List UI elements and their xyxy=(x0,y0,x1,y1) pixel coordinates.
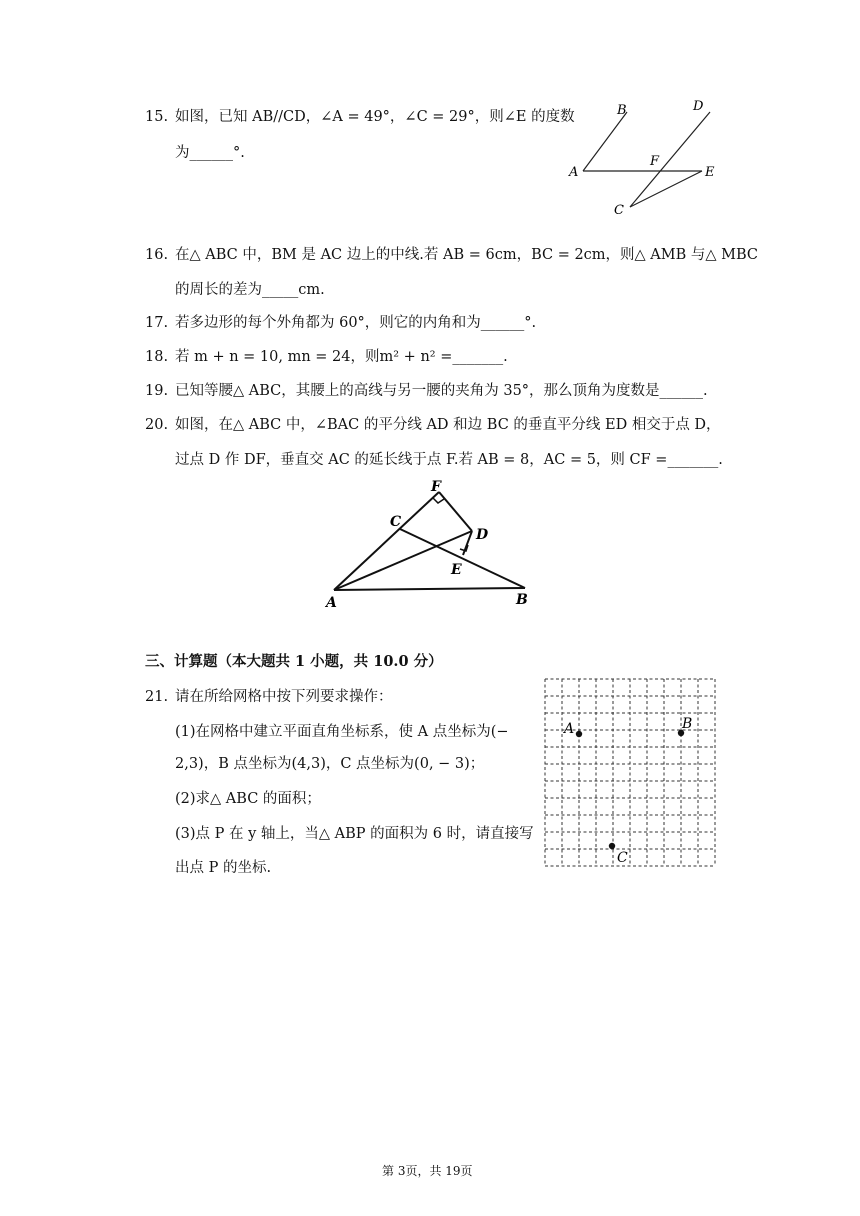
q16-number: 16. xyxy=(145,247,169,263)
q21-text-line6: 出点 P 的坐标. xyxy=(175,860,272,876)
page-footer: 第 3页，共 19页 xyxy=(382,1164,473,1178)
q15-label-f: F xyxy=(650,154,660,169)
q15-text-line1: 如图，已知 AB//CD，∠A = 49°，∠C = 29°，则∠E 的度数 xyxy=(175,109,575,125)
q16-text-line1: 在△ ABC 中，BM 是 AC 边上的中线.若 AB = 6cm，BC = 2cm，则△ AMB 与△ MBC xyxy=(175,247,759,263)
q15-label-c: C xyxy=(614,203,624,218)
q19-text: 已知等腰△ ABC，其腰上的高线与另一腰的夹角为 35°，那么顶角为度数是______. xyxy=(175,383,708,399)
section3-title: 三、计算题（本大题共 1 小题，共 10.0 分） xyxy=(145,653,443,670)
q20-number: 20. xyxy=(145,417,169,433)
q20-figure xyxy=(320,478,540,613)
grid-label-c: C xyxy=(617,850,628,866)
point-c xyxy=(609,843,615,849)
q15-figure xyxy=(560,92,730,222)
q21-text-line2: (1)在网格中建立平面直角坐标系，使 A 点坐标为(− xyxy=(175,724,509,740)
q20-text-line1: 如图，在△ ABC 中，∠BAC 的平分线 AD 和边 BC 的垂直平分线 ED 相交于点 D， xyxy=(175,417,721,433)
grid-label-b: B xyxy=(682,716,693,732)
q15-label-b: B xyxy=(617,103,627,118)
q18-number: 18. xyxy=(145,349,169,365)
q21-number: 21. xyxy=(145,689,169,705)
q20-label-a: A xyxy=(326,595,337,611)
point-a xyxy=(576,731,582,737)
q20-label-f: F xyxy=(431,479,441,495)
q20-label-c: C xyxy=(390,514,402,530)
q16-text-line2: 的周长的差为_____cm. xyxy=(175,282,325,298)
q21-text-line3: 2,3)，B 点坐标为(4,3)，C 点坐标为(0, − 3)； xyxy=(175,756,485,772)
q20-label-e: E xyxy=(451,562,462,578)
q15-label-e: E xyxy=(705,165,715,180)
grid-label-a: A xyxy=(564,721,575,737)
q21-text-line1: 请在所给网格中按下列要求操作： xyxy=(175,689,393,705)
q21-text-line5: (3)点 P 在 y 轴上，当△ ABP 的面积为 6 时，请直接写 xyxy=(175,826,534,842)
q21-grid xyxy=(540,675,720,870)
q18-text: 若 m + n = 10, mn = 24，则m² + n² =_______. xyxy=(175,349,508,365)
q15-number: 15. xyxy=(145,109,169,125)
q21-text-line4: (2)求△ ABC 的面积； xyxy=(175,791,321,807)
q20-label-b: B xyxy=(516,592,528,608)
q20-text-line2: 过点 D 作 DF，垂直交 AC 的延长线于点 F.若 AB = 8，AC = 5，则 CF =_______. xyxy=(175,452,723,468)
q15-label-a: A xyxy=(569,165,579,180)
q17-number: 17. xyxy=(145,315,169,331)
q19-number: 19. xyxy=(145,383,169,399)
q20-label-d: D xyxy=(476,527,489,543)
q15-text-line2: 为______°. xyxy=(175,145,245,161)
q17-text: 若多边形的每个外角都为 60°，则它的内角和为______°. xyxy=(175,315,537,331)
q15-label-d: D xyxy=(693,99,704,114)
